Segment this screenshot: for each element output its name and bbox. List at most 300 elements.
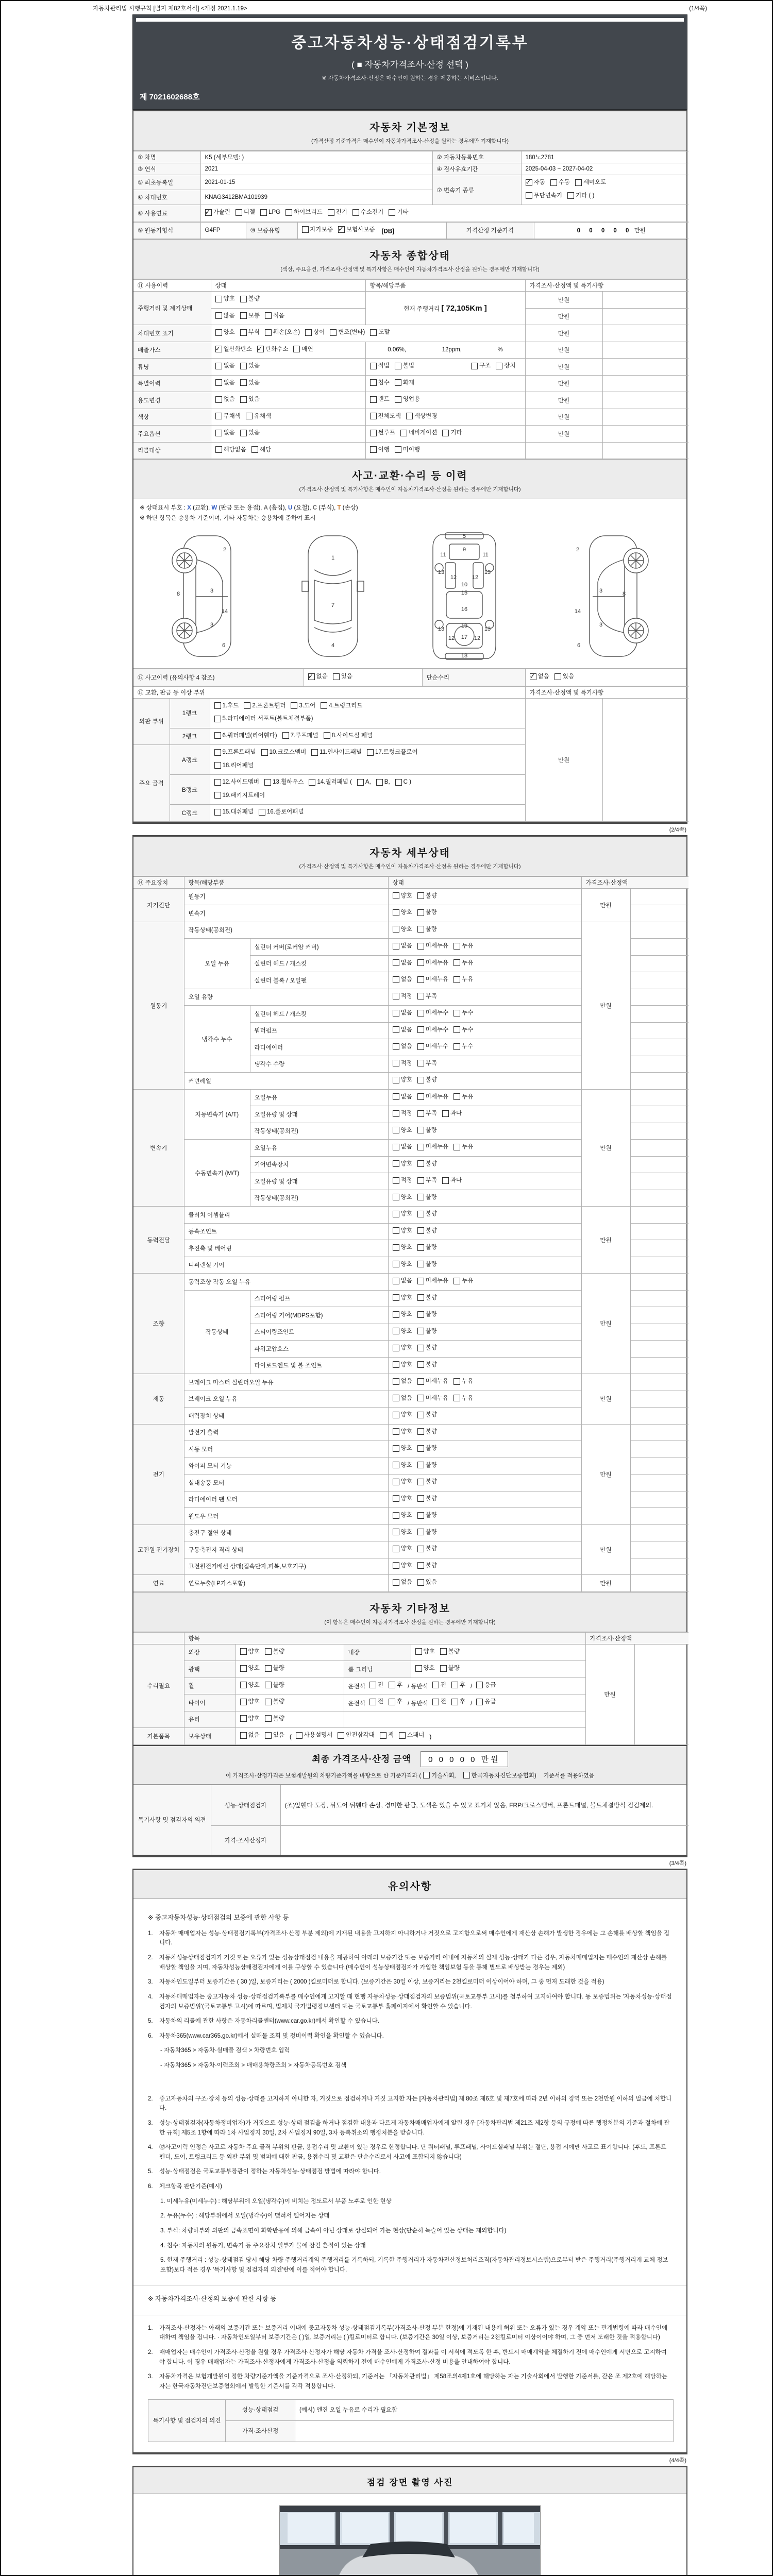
checkbox-후[interactable] (451, 1680, 465, 1691)
checkbox-양호[interactable] (393, 907, 412, 918)
checkbox-불량[interactable] (417, 890, 437, 902)
misc-subtitle: (이 항목은 매수인이 자동차가격조사·산정을 원하는 경우에만 기재합니다) (324, 1619, 496, 1625)
checkbox-도말[interactable] (370, 327, 390, 338)
checkbox-전체도색[interactable] (370, 411, 401, 422)
checkbox-없음[interactable] (215, 427, 235, 438)
checkbox-양호[interactable] (240, 1713, 260, 1724)
checkbox-유채색[interactable] (246, 411, 271, 422)
item-label: 실린더 헤드 / 개스킷 (250, 1006, 388, 1023)
checkbox-양호[interactable] (393, 1510, 412, 1521)
form-table (133, 686, 688, 822)
checkbox-5.라디에이터 서포트(볼트체결부품)[interactable] (214, 713, 313, 724)
checkbox-양호[interactable] (393, 1409, 412, 1420)
checkbox-양호[interactable] (393, 1359, 412, 1370)
unchecked-checkbox-icon (393, 926, 399, 933)
item-state-cell (388, 1575, 581, 1592)
unchecked-checkbox-icon (393, 1445, 399, 1452)
checkbox-불량[interactable] (265, 1696, 284, 1707)
checkbox-적정[interactable] (393, 1058, 412, 1069)
unchecked-checkbox-icon (240, 1699, 247, 1705)
checkbox-부식[interactable] (240, 327, 260, 338)
unchecked-checkbox-icon (417, 1378, 424, 1385)
checkbox-13.휠하우스[interactable] (264, 776, 304, 788)
checkbox-불량[interactable] (417, 1208, 437, 1219)
unchecked-checkbox-icon (453, 1010, 460, 1016)
checkbox-group (393, 1079, 442, 1085)
table-row (133, 280, 688, 292)
checkbox-전[interactable] (432, 1696, 446, 1707)
svg-text:6: 6 (577, 642, 580, 649)
registration-number-value: 180노2781 (521, 151, 688, 163)
checkbox-미세누유[interactable] (417, 957, 448, 969)
checkbox-18.리어패널[interactable] (214, 760, 254, 771)
checkbox-불량[interactable] (417, 1225, 437, 1236)
checkbox-label: 누유 (462, 1278, 474, 1284)
checkbox-양호[interactable] (393, 1543, 412, 1554)
checkbox-없음[interactable] (215, 360, 235, 371)
checkbox-전[interactable] (432, 1680, 446, 1691)
checkbox-불법[interactable] (395, 360, 414, 371)
checkbox-불량[interactable] (417, 1242, 437, 1253)
checkbox-없음[interactable] (393, 1091, 412, 1103)
checkbox-양호[interactable] (393, 1125, 412, 1136)
checkbox-없음[interactable] (530, 671, 549, 682)
checkbox-누유[interactable] (453, 1275, 473, 1286)
status-code-legend (133, 499, 686, 524)
checkbox-양호[interactable] (393, 1192, 412, 1203)
checkbox-B,[interactable] (376, 776, 390, 788)
checkbox-양호[interactable] (393, 1242, 412, 1253)
unchecked-checkbox-icon (214, 732, 221, 739)
checkbox-적음[interactable] (265, 310, 284, 321)
checkbox-색상변경[interactable] (406, 411, 437, 422)
checkbox-미세누유[interactable] (417, 940, 448, 952)
checkbox-불량[interactable] (417, 1359, 437, 1370)
checkbox-상이[interactable] (305, 327, 325, 338)
checkbox-양호[interactable] (393, 1493, 412, 1504)
sub-group-label: 작동상태 (184, 1290, 250, 1374)
checkbox-4.트렁크리드[interactable] (321, 700, 362, 711)
checkbox-양호[interactable] (415, 1646, 435, 1657)
checkbox-없음[interactable] (393, 940, 412, 952)
checkbox-미세누수[interactable] (417, 1041, 448, 1052)
checkbox-무채색[interactable] (215, 411, 241, 422)
checkbox-불량[interactable] (440, 1663, 460, 1674)
checkbox-양호[interactable] (393, 1225, 412, 1236)
checkbox-수소전기[interactable] (352, 207, 383, 218)
notice-sub-text: 3. 부식: 차량하부와 외판의 금속표면이 화학반응에 의해 금속이 아닌 상태로 상실되어 가는 현상(단순히 녹슬어 있는 상태는 제외합니다) (160, 2227, 507, 2234)
unchecked-checkbox-icon (442, 430, 449, 436)
checkbox-기타[interactable] (442, 427, 462, 438)
checkbox-label: 잭 (388, 1732, 394, 1739)
checkbox-불량[interactable] (417, 924, 437, 935)
unchecked-checkbox-icon (389, 1682, 395, 1688)
checkbox-10.크로스멤버[interactable] (261, 747, 307, 758)
item-label: 오일유량 및 상태 (250, 1106, 388, 1123)
unchecked-checkbox-icon (451, 1699, 458, 1705)
checkbox-없음[interactable] (393, 1275, 412, 1286)
checkbox-미세누유[interactable] (417, 974, 448, 985)
checkbox-렌트[interactable] (370, 394, 390, 405)
form-table (133, 1785, 688, 1855)
checkbox-불량[interactable] (265, 1646, 284, 1657)
checkbox-19.패키지트레이[interactable] (214, 790, 265, 801)
checkbox-있음[interactable] (417, 1577, 437, 1588)
checkbox-누수[interactable] (453, 1041, 473, 1052)
checkbox-label: 보험사보증 (346, 226, 375, 233)
checkbox-전기[interactable] (328, 207, 347, 218)
checkbox-label: 불량 (425, 1512, 437, 1519)
checkbox-양호[interactable] (393, 924, 412, 935)
checkbox-label: 불량 (273, 1682, 284, 1688)
checkbox-없음[interactable] (393, 1007, 412, 1019)
checkbox-양호[interactable] (393, 1208, 412, 1219)
item-label: 오일유량 및 상태 (250, 1173, 388, 1190)
checked-checkbox-icon (530, 673, 536, 680)
checkbox-6.쿼터패널(리어휀다)[interactable] (214, 730, 277, 741)
checkbox-없음[interactable] (308, 671, 328, 682)
option-text: ( (289, 1734, 292, 1740)
checkbox-없음[interactable] (393, 1376, 412, 1387)
checkbox-하이브리드[interactable] (285, 207, 323, 218)
checkbox-12.사이드멤버[interactable] (214, 776, 260, 788)
checkbox-없음[interactable] (393, 974, 412, 985)
checkbox-있음[interactable] (240, 427, 260, 438)
checkbox-있음[interactable] (333, 671, 352, 682)
checkbox-불량[interactable] (417, 1426, 437, 1437)
checkbox-한국자동차진단보증협회)[interactable] (463, 1771, 536, 1780)
checkbox-양호[interactable] (415, 1663, 435, 1674)
checkbox-양호[interactable] (393, 1158, 412, 1170)
unchecked-checkbox-icon (393, 1077, 399, 1083)
checkbox-불량[interactable] (417, 1460, 437, 1471)
notice-sub-item (160, 2046, 672, 2056)
checkbox-양호[interactable] (393, 1443, 412, 1454)
checkbox-불량[interactable] (417, 1326, 437, 1337)
checkbox-누유[interactable] (453, 974, 473, 985)
checkbox-누유[interactable] (453, 1393, 473, 1404)
checkbox-구조[interactable] (471, 360, 491, 371)
checkbox-불량[interactable] (417, 1342, 437, 1353)
checkbox-이행[interactable] (370, 444, 390, 455)
checkbox-없음[interactable] (393, 1141, 412, 1153)
checkbox-양호[interactable] (240, 1680, 260, 1691)
checkbox-양호[interactable] (393, 1326, 412, 1337)
checkbox-있음[interactable] (240, 360, 260, 371)
unchecked-checkbox-icon (395, 396, 401, 403)
checkbox-응급[interactable] (476, 1696, 496, 1707)
notice-item (148, 2143, 672, 2162)
checkbox-적정[interactable] (393, 991, 412, 1002)
checkbox-기타 ( )[interactable] (567, 190, 594, 201)
row-label: 배출가스 (133, 342, 211, 359)
svg-text:18: 18 (461, 653, 467, 659)
checkbox-불량[interactable] (417, 907, 437, 918)
checkbox-불량[interactable] (417, 1409, 437, 1420)
checkbox-미세누유[interactable] (417, 1091, 448, 1103)
checkbox-있음[interactable] (240, 394, 260, 405)
checkbox-미세누유[interactable] (417, 1141, 448, 1153)
checkbox-가솔린[interactable] (205, 207, 230, 218)
checkbox-많음[interactable] (215, 310, 235, 321)
checkbox-적정[interactable] (393, 1175, 412, 1186)
checkbox-양호[interactable] (393, 1426, 412, 1437)
checkbox-label: 영업용 (402, 396, 421, 402)
checkbox-불량[interactable] (417, 1543, 437, 1554)
checkbox-세미오토[interactable] (575, 177, 606, 188)
checkbox-있음[interactable] (265, 1730, 284, 1741)
checkbox-썬루프[interactable] (370, 427, 395, 438)
checkbox-자가보증[interactable] (302, 224, 333, 235)
checkbox-미세누수[interactable] (417, 1024, 448, 1036)
checkbox-스패너[interactable] (399, 1730, 424, 1741)
price-unit-cell: 만원 (525, 375, 602, 392)
checkbox-불량[interactable] (417, 1192, 437, 1203)
checkbox-2.프론트휀더[interactable] (244, 700, 285, 711)
checkbox-1.후드[interactable] (214, 700, 239, 711)
checkbox-양호[interactable] (240, 1696, 260, 1707)
checkbox-보험사보증[interactable] (338, 224, 375, 235)
checkbox-누유[interactable] (453, 1091, 473, 1103)
checkbox-미세누유[interactable] (417, 1393, 448, 1404)
checkbox-14.필러패널 ([interactable] (309, 776, 351, 788)
checkbox-label: 16.플로어패널 (266, 809, 304, 816)
checkbox-label: 불량 (425, 1261, 437, 1267)
checkbox-적법[interactable] (370, 360, 390, 371)
checkbox-과다[interactable] (442, 1108, 462, 1119)
checkbox-group (393, 1464, 442, 1470)
checkbox-누유[interactable] (453, 1141, 473, 1153)
checkbox-양호[interactable] (393, 1476, 412, 1487)
unchecked-checkbox-icon (328, 209, 334, 216)
checkbox-일산화탄소[interactable] (215, 344, 253, 355)
unchecked-checkbox-icon (240, 1715, 247, 1722)
overall-title: 자동차 종합상태 (369, 250, 450, 262)
checkbox-label: 사용설명서 (304, 1732, 333, 1739)
checkbox-label: 양호 (400, 892, 412, 899)
checkbox-양호[interactable] (240, 1646, 260, 1657)
item-state-cell (388, 1039, 581, 1056)
checkbox-네비게이션[interactable] (400, 427, 438, 438)
checkbox-매연[interactable] (293, 344, 313, 355)
checkbox-영업용[interactable] (395, 394, 420, 405)
checkbox-label: 유채색 (254, 413, 272, 419)
checkbox-미세누수[interactable] (417, 1007, 448, 1019)
checkbox-양호[interactable] (393, 1560, 412, 1571)
checkbox-누수[interactable] (453, 1007, 473, 1019)
checkbox-해당없음[interactable] (215, 444, 246, 455)
checkbox-불량[interactable] (265, 1680, 284, 1691)
checkbox-불량[interactable] (417, 1560, 437, 1571)
checkbox-8.사이드실 패널[interactable] (324, 730, 373, 741)
checkbox-group (393, 1313, 442, 1319)
unchecked-checkbox-icon (370, 446, 377, 453)
checkbox-후[interactable] (389, 1696, 402, 1707)
checkbox-무단변속기[interactable] (526, 190, 563, 201)
checkbox-불량[interactable] (417, 1074, 437, 1086)
checkbox-없음[interactable] (215, 377, 235, 388)
checkbox-7.루프패널[interactable] (282, 730, 318, 741)
checkbox-양호[interactable] (393, 1259, 412, 1270)
checkbox-장치[interactable] (496, 360, 515, 371)
checkbox-누수[interactable] (453, 1024, 473, 1036)
checkbox-3.도어[interactable] (291, 700, 315, 711)
item-label: 스티어링 펌프 (250, 1290, 388, 1307)
checkbox-적정[interactable] (393, 1108, 412, 1119)
checkbox-불량[interactable] (240, 293, 260, 304)
checkbox-응급[interactable] (476, 1680, 496, 1691)
checkbox-양호[interactable] (393, 1460, 412, 1471)
item-label: 작동상태(공회전) (184, 922, 388, 939)
checkbox-있음[interactable] (240, 377, 260, 388)
checkbox-불량[interactable] (417, 1292, 437, 1303)
checkbox-9.프론트패널[interactable] (214, 747, 256, 758)
checkbox-양호[interactable] (393, 1527, 412, 1538)
checkbox-불량[interactable] (417, 1158, 437, 1170)
svg-text:9: 9 (462, 547, 466, 553)
checkbox-없음[interactable] (393, 1024, 412, 1036)
checkbox-없음[interactable] (215, 394, 235, 405)
checkbox-잭[interactable] (380, 1730, 394, 1741)
checkbox-있음[interactable] (554, 671, 574, 682)
checkbox-label: 양호 (248, 1715, 260, 1722)
checkbox-불량[interactable] (265, 1663, 284, 1674)
checkbox-LPG[interactable] (260, 207, 280, 218)
checkbox-기술사회,[interactable] (423, 1771, 456, 1780)
checkbox-없음[interactable] (393, 1577, 412, 1588)
checkbox-기타[interactable] (389, 207, 408, 218)
remark-cell (630, 1073, 688, 1090)
checkbox-누유[interactable] (453, 1376, 473, 1387)
checkbox-사용설명서[interactable] (296, 1730, 333, 1741)
remark-cell (630, 972, 688, 989)
checkbox-누유[interactable] (453, 957, 473, 969)
notice-item-number: 1. (148, 2325, 153, 2331)
checkbox-group (393, 911, 442, 918)
checkbox-없음[interactable] (393, 1041, 412, 1052)
checkbox-미이행[interactable] (395, 444, 420, 455)
checkbox-불량[interactable] (417, 1527, 437, 1538)
checkbox-없음[interactable] (393, 1393, 412, 1404)
checkbox-label: 양호 (400, 1227, 412, 1234)
checkbox-부족[interactable] (417, 1108, 437, 1119)
item-label: 오일 유량 (184, 989, 388, 1006)
remark-cell (630, 1475, 688, 1492)
checkbox-불량[interactable] (417, 1443, 437, 1454)
checkbox-안전삼각대[interactable] (338, 1730, 375, 1741)
checkbox-과다[interactable] (442, 1175, 462, 1186)
svg-text:12: 12 (474, 635, 480, 642)
checkbox-불량[interactable] (265, 1713, 284, 1724)
checkbox-label: 없음 (400, 1010, 412, 1016)
checkbox-16.플로어패널[interactable] (259, 806, 304, 818)
unchecked-checkbox-icon (417, 1328, 424, 1334)
checkbox-11.인사이드패널[interactable] (311, 747, 362, 758)
checkbox-group (215, 314, 290, 320)
checkbox-group (393, 1280, 479, 1286)
checkbox-미세누유[interactable] (417, 1275, 448, 1286)
checkbox-group (370, 394, 426, 407)
checkbox-C )[interactable] (395, 776, 411, 788)
checkbox-부족[interactable] (417, 991, 437, 1002)
notice-item-text: 매매업자는 매수인이 가격조사·산정을 원할 경우 가격조사·산정자가 해당 자동차 가격을 조사·산정하여 결과를 이 서식에 적도록 한 후, 반드시 매매계약을 체결하기 전에 매수인에게 서면으로 고지하여야 합니다. 이 경우 매매업자는 가격조사·산정자에게 가격조사·산정을 의뢰하기 전에 매수인에게 가격조사·산정 비용을 안내하여야 합니다. (159, 2349, 667, 2365)
checkbox-양호[interactable] (393, 1074, 412, 1086)
example-who-label: 성능·상태점검 (226, 2400, 295, 2421)
checkbox-부족[interactable] (417, 1175, 437, 1186)
unchecked-checkbox-icon (251, 446, 258, 453)
price-unit-cell: 만원 (581, 1374, 630, 1425)
checkbox-15.대쉬패널[interactable] (214, 806, 254, 818)
checkbox-후[interactable] (389, 1680, 402, 1691)
unchecked-checkbox-icon (296, 1732, 303, 1739)
checkbox-전[interactable] (369, 1680, 383, 1691)
checkbox-전[interactable] (369, 1696, 383, 1707)
checkbox-17.트렁크플로어[interactable] (367, 747, 418, 758)
unchecked-checkbox-icon (215, 329, 222, 336)
checkbox-부족[interactable] (417, 1058, 437, 1069)
checkbox-불량[interactable] (417, 1309, 437, 1320)
form-table (133, 1632, 688, 1745)
checkbox-양호[interactable] (393, 1292, 412, 1303)
remark-cell (630, 1274, 688, 1291)
checkbox-누유[interactable] (453, 940, 473, 952)
checkbox-변조(변타)[interactable] (330, 327, 365, 338)
checkbox-후[interactable] (451, 1696, 465, 1707)
checkbox-없음[interactable] (240, 1730, 260, 1741)
checkbox-불량[interactable] (417, 1493, 437, 1504)
checkbox-양호[interactable] (240, 1663, 260, 1674)
checkbox-탄화수소[interactable] (257, 344, 288, 355)
notice-sub-text: - 자동차365 > 자동차·실매물 검색 > 차량번호 입력 (160, 2047, 290, 2054)
checkbox-양호[interactable] (215, 327, 235, 338)
checkbox-label: 불량 (425, 1428, 437, 1435)
final-price-label: 최종 가격조사·산정 금액 (312, 1754, 411, 1764)
option-text: / 동반석 (408, 1700, 428, 1707)
checkbox-화재[interactable] (395, 377, 414, 388)
unchecked-checkbox-icon (393, 1278, 399, 1284)
checkbox-보통[interactable] (240, 310, 260, 321)
checkbox-A,[interactable] (357, 776, 371, 788)
checkbox-불량[interactable] (417, 1125, 437, 1136)
checkbox-label: 불량 (425, 1211, 437, 1217)
checkbox-양호[interactable] (393, 1342, 412, 1353)
checkbox-불량[interactable] (417, 1510, 437, 1521)
unchecked-checkbox-icon (395, 363, 401, 369)
checkbox-없음[interactable] (393, 957, 412, 969)
checkbox-양호[interactable] (393, 1309, 412, 1320)
item-label: 실린더 블록 / 오일팬 (250, 972, 388, 989)
item-state-cell (388, 1424, 581, 1441)
item-state-cell (388, 1524, 581, 1541)
checkbox-훼손(오손)[interactable] (265, 327, 300, 338)
checkbox-수동[interactable] (550, 177, 570, 188)
checkbox-불량[interactable] (417, 1476, 437, 1487)
unchecked-checkbox-icon (240, 296, 247, 302)
checkbox-label: 기타 (397, 209, 409, 215)
checkbox-불량[interactable] (417, 1259, 437, 1270)
checkbox-미세누유[interactable] (417, 1376, 448, 1387)
checkbox-양호[interactable] (215, 293, 235, 304)
item-label: 워터펌프 (250, 1022, 388, 1039)
checkbox-침수[interactable] (370, 377, 390, 388)
checkbox-해당[interactable] (251, 444, 271, 455)
misc-empty-cell (344, 1711, 585, 1728)
checkbox-불량[interactable] (440, 1646, 460, 1657)
checkbox-label: 양호 (223, 296, 235, 302)
checkbox-양호[interactable] (393, 890, 412, 902)
checkbox-자동[interactable] (526, 177, 545, 188)
checkbox-디젤[interactable] (236, 207, 255, 218)
